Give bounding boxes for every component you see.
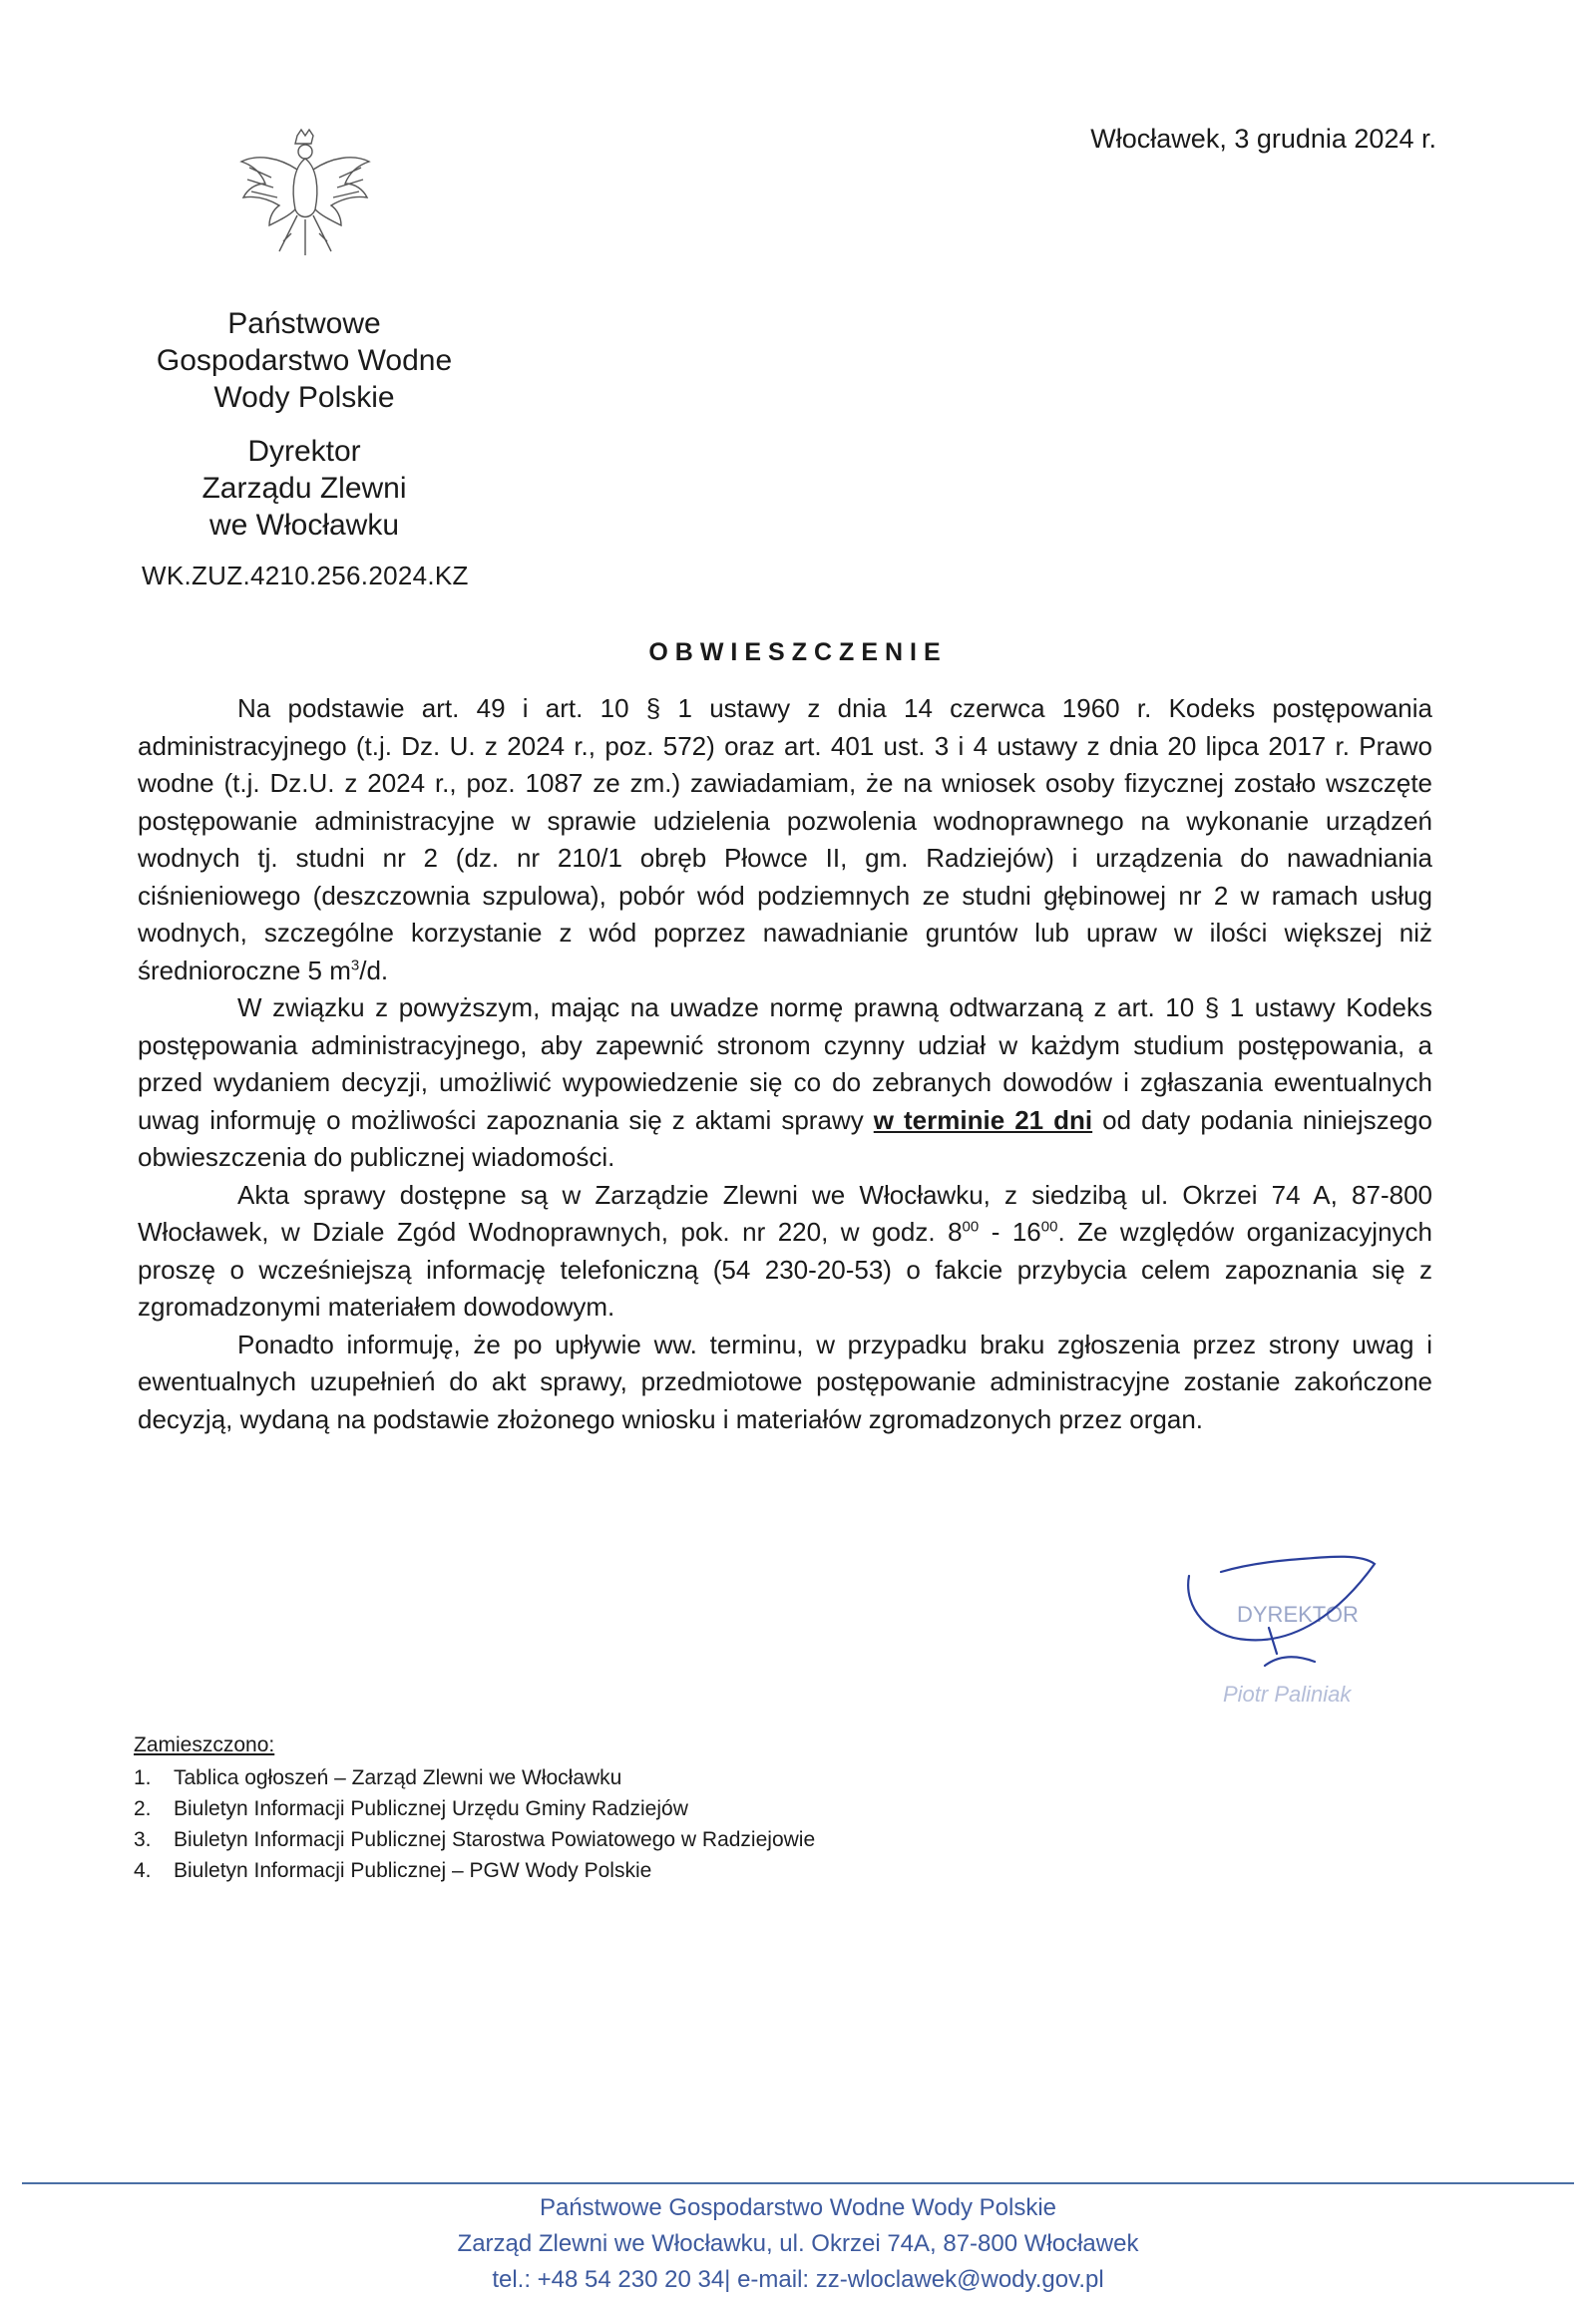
stamp-name: Piotr Paliniak — [1223, 1682, 1352, 1707]
paragraph-text: . Ze względów organizacyjnych proszę o wcześniejszą informację telefoniczną (54 230-20-53) o fakcie przybycia celem zapoznania się z zgromadzonymi materiałem dowodowym. — [138, 1217, 1433, 1322]
placement-label: Zamieszczono: — [134, 1733, 275, 1756]
list-item — [134, 1855, 815, 1886]
footer-address: Zarząd Zlewni we Włocławku, ul. Okrzei 74A, 87-800 Włocławek — [457, 2230, 1139, 2257]
director-line: Zarządu Zlewni — [201, 472, 407, 505]
footer-contact: tel.: +48 54 230 20 34| e-mail: zz-wloclawek@wody.gov.pl — [492, 2266, 1104, 2293]
stamp-title: DYREKTOR — [1237, 1602, 1359, 1627]
paragraph-text: W związku z powyższym, mając na uwadze normę prawną odtwarzaną z art. 10 § 1 ustawy Kodeks postępowania administracyjnego, aby zapewnić stronom czynny udział w każdym studium postępowania, a przed wydaniem decyzji, umożliwić wypowiedzenie się co do zebranych dowodów i zgłaszania ewentualnych uwag informuję o możliwości zapoznania się z aktami sprawy — [138, 992, 1432, 1135]
organization-line: Gospodarstwo Wodne — [156, 344, 453, 377]
paragraph-1 — [138, 690, 1432, 989]
superscript: 00 — [962, 1218, 980, 1236]
director-line: Dyrektor — [247, 435, 361, 468]
footer-divider — [22, 2182, 1574, 2184]
footer — [0, 2190, 1596, 2298]
reference-number: WK.ZUZ.4210.256.2024.KZ — [142, 561, 469, 590]
list-number: 2. — [134, 1797, 152, 1820]
list-text: Biuletyn Informacji Publicznej Urzędu Gminy Radziejów — [174, 1797, 688, 1820]
superscript: 3 — [350, 956, 360, 973]
paragraph-text: /d. — [359, 955, 389, 985]
list-text: Tablica ogłoszeń – Zarząd Zlewni we Włocławku — [174, 1766, 622, 1789]
list-text: Biuletyn Informacji Publicznej Starostwa Powiatowego w Radziejowie — [174, 1828, 816, 1851]
director-line: we Włocławku — [208, 509, 400, 542]
director-title — [90, 433, 519, 544]
organization-name — [90, 305, 519, 416]
paragraph-3 — [138, 1177, 1432, 1327]
list-item — [134, 1762, 815, 1793]
list-text: Biuletyn Informacji Publicznej – PGW Wody Polskie — [174, 1859, 652, 1882]
placement-list — [134, 1733, 815, 1886]
organization-line: Wody Polskie — [213, 381, 395, 414]
paragraph-4: Ponadto informuję, że po upływie ww. terminu, w przypadku braku zgłoszenia przez strony uwag i ewentualnych uzupełnień do akt sprawy, przedmiotowe postępowanie administracyjne zostanie zakończone decyzją, wydaną na podstawie złożonego wniosku i materiałów zgromadzonych przez organ. — [138, 1329, 1432, 1434]
list-item — [134, 1793, 815, 1824]
document-title: OBWIESZCZENIE — [648, 638, 948, 666]
superscript: 00 — [1040, 1218, 1058, 1236]
paragraph-2 — [138, 989, 1432, 1177]
polish-eagle-emblem-icon — [235, 128, 375, 262]
paragraph-text: - 16 — [979, 1217, 1041, 1247]
signature-stamp — [1169, 1516, 1398, 1716]
list-number: 4. — [134, 1859, 152, 1882]
list-number: 3. — [134, 1828, 152, 1851]
notice-body — [138, 690, 1432, 1438]
document-date: Włocławek, 3 grudnia 2024 r. — [1090, 124, 1436, 154]
list-item — [134, 1824, 815, 1855]
organization-line: Państwowe — [227, 307, 381, 340]
deadline-emphasis: w terminie 21 dni — [873, 1104, 1093, 1135]
list-number: 1. — [134, 1766, 152, 1789]
paragraph-text: Na podstawie art. 49 i art. 10 § 1 ustawy z dnia 14 czerwca 1960 r. Kodeks postępowania administracyjnego (t.j. Dz. U. z 2024 r., poz. 572) oraz art. 401 ust. 3 i 4 ustawy z dnia 20 lipca 2017 r. Prawo wodne (t.j. Dz.U. z 2024 r., poz. 1087 ze zm.) zawiadamiam, że na wniosek osoby fizycznej zostało wszczęte postępowanie administracyjne w sprawie udzielenia pozwolenia wodnoprawnego na wykonanie urządzeń wodnych tj. studni nr 2 (dz. nr 210/1 obręb Płowce II, gm. Radziejów) i urządzenia do nawadniania ciśnieniowego (deszczownia szpulowa), pobór wód podziemnych ze studni głębinowej nr 2 w ramach usług wodnych, szczególne korzystanie z wód poprzez nawadnianie gruntów lub upraw w ilości większej niż średnioroczne 5 m — [138, 693, 1432, 985]
footer-org: Państwowe Gospodarstwo Wodne Wody Polskie — [539, 2194, 1057, 2221]
paragraph-text: Akta sprawy dostępne są w Zarządzie Zlewni we Włocławku, z siedzibą ul. Okrzei 74 A, 87-800 Włocławek, w Dziale Zgód Wodnoprawnych, pok. nr 220, w godz. 8 — [138, 1179, 1432, 1247]
paragraph-text: od daty podania niniejszego obwieszczenia do publicznej wiadomości. — [138, 1104, 1432, 1172]
